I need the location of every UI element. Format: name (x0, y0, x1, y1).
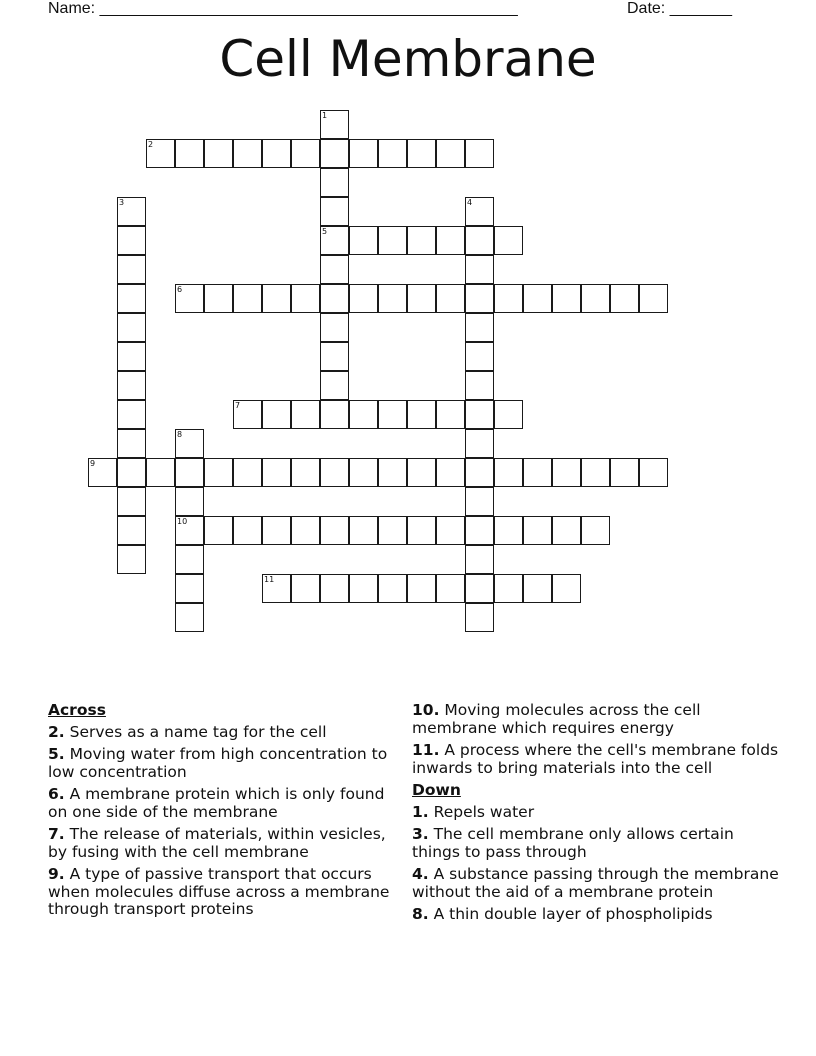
clue-number-label: 3 (119, 198, 125, 207)
crossword-cell[interactable] (262, 574, 291, 603)
crossword-cell[interactable] (117, 226, 146, 255)
name-field-line[interactable]: Name: _______________________________________________ (48, 0, 518, 17)
crossword-cell[interactable] (581, 516, 610, 545)
crossword-cell[interactable] (117, 284, 146, 313)
clue-text: The release of materials, within vesicles, by fusing with the cell membrane (48, 825, 386, 861)
crossword-cell[interactable] (465, 255, 494, 284)
crossword-cell[interactable] (552, 516, 581, 545)
crossword-cell[interactable] (494, 516, 523, 545)
clue-number: 9. (48, 865, 65, 883)
crossword-cell[interactable] (320, 197, 349, 226)
clue-number: 8. (412, 905, 429, 923)
clue-number-label: 1 (322, 111, 328, 120)
crossword-cell[interactable] (320, 168, 349, 197)
crossword-cell[interactable] (581, 284, 610, 313)
crossword-cell[interactable] (465, 458, 494, 487)
crossword-cell[interactable] (610, 284, 639, 313)
crossword-cell[interactable] (465, 284, 494, 313)
crossword-cell[interactable] (233, 516, 262, 545)
clues-left-column (48, 702, 400, 924)
crossword-cell[interactable] (320, 400, 349, 429)
crossword-cell[interactable] (407, 458, 436, 487)
crossword-cell[interactable] (175, 284, 204, 313)
clues-right-column (412, 702, 784, 929)
clue-text: The cell membrane only allows certain things to pass through (412, 825, 734, 861)
crossword-cell[interactable] (117, 429, 146, 458)
crossword-cell[interactable] (291, 574, 320, 603)
crossword-cell[interactable] (436, 139, 465, 168)
crossword-cell[interactable] (494, 226, 523, 255)
clue-text: Repels water (428, 802, 535, 821)
crossword-cell[interactable] (233, 284, 262, 313)
clue-number: 7. (48, 825, 65, 843)
crossword-cell[interactable] (349, 516, 378, 545)
crossword-cell[interactable] (465, 603, 494, 632)
crossword-cell[interactable] (291, 516, 320, 545)
crossword-cell[interactable] (407, 284, 436, 313)
crossword-cell[interactable] (117, 400, 146, 429)
clue-number-label: 9 (90, 459, 96, 468)
crossword-cell[interactable] (262, 284, 291, 313)
crossword-cell[interactable] (552, 458, 581, 487)
crossword-cell[interactable] (320, 284, 349, 313)
clue-across-6 (48, 786, 400, 821)
crossword-cell[interactable] (523, 284, 552, 313)
crossword-cell[interactable] (175, 516, 204, 545)
crossword-cell[interactable] (146, 139, 175, 168)
crossword-cell[interactable] (349, 458, 378, 487)
page-title: Cell Membrane (219, 30, 597, 88)
clue-down-1 (412, 804, 784, 822)
clue-across-5 (48, 746, 400, 781)
clue-across-7 (48, 826, 400, 861)
crossword-cell[interactable] (407, 226, 436, 255)
crossword-cell[interactable] (494, 284, 523, 313)
crossword-cell[interactable] (262, 458, 291, 487)
crossword-cell[interactable] (465, 197, 494, 226)
clue-number: 6. (48, 785, 65, 803)
crossword-cell[interactable] (378, 226, 407, 255)
crossword-cell[interactable] (204, 458, 233, 487)
clue-number-label: 6 (177, 285, 183, 294)
crossword-cell[interactable] (117, 342, 146, 371)
crossword-cell[interactable] (436, 284, 465, 313)
clue-down-4 (412, 866, 784, 901)
clue-text: A thin double layer of phospholipids (428, 905, 713, 923)
crossword-cell[interactable] (465, 516, 494, 545)
crossword-cell[interactable] (407, 516, 436, 545)
date-field-line[interactable]: Date: _______ (627, 0, 732, 17)
crossword-cell[interactable] (465, 574, 494, 603)
clue-number: 5. (48, 745, 65, 763)
crossword-cell[interactable] (262, 139, 291, 168)
crossword-cell[interactable] (378, 574, 407, 603)
crossword-cell[interactable] (436, 458, 465, 487)
clue-number: 2. (48, 722, 65, 741)
crossword-cell[interactable] (465, 371, 494, 400)
crossword-cell[interactable] (436, 574, 465, 603)
crossword-cell[interactable] (494, 574, 523, 603)
crossword-cell[interactable] (175, 429, 204, 458)
crossword-cell[interactable] (349, 139, 378, 168)
across-heading: Across (48, 701, 106, 719)
crossword-cell[interactable] (378, 284, 407, 313)
crossword-cell[interactable] (320, 313, 349, 342)
clue-text: A type of passive transport that occurs when molecules diffuse across a membrane through transport proteins (48, 865, 390, 918)
clue-down-3 (412, 826, 784, 861)
crossword-cell[interactable] (320, 574, 349, 603)
crossword-cell[interactable] (378, 400, 407, 429)
crossword-cell[interactable] (117, 371, 146, 400)
crossword-cell[interactable] (349, 574, 378, 603)
crossword-cell[interactable] (175, 458, 204, 487)
clue-down-8 (412, 906, 784, 924)
crossword-cell[interactable] (146, 458, 175, 487)
crossword-cell[interactable] (465, 139, 494, 168)
crossword-cell[interactable] (175, 487, 204, 516)
down-heading: Down (412, 781, 461, 799)
crossword-cell[interactable] (407, 139, 436, 168)
clue-number: 4. (412, 865, 429, 883)
crossword-cell[interactable] (233, 458, 262, 487)
crossword-cell[interactable] (291, 458, 320, 487)
crossword-cell[interactable] (465, 313, 494, 342)
clue-number: 3. (412, 825, 429, 843)
clue-number-label: 7 (235, 401, 241, 410)
crossword-cell[interactable] (204, 516, 233, 545)
crossword-cell[interactable] (175, 139, 204, 168)
crossword-cell[interactable] (117, 458, 146, 487)
crossword-cell[interactable] (320, 371, 349, 400)
clue-text: A membrane protein which is only found on one side of the membrane (48, 785, 385, 821)
crossword-cell[interactable] (233, 139, 262, 168)
crossword-cell[interactable] (117, 487, 146, 516)
crossword-cell[interactable] (639, 458, 668, 487)
crossword-cell[interactable] (117, 545, 146, 574)
clue-number-label: 2 (148, 140, 154, 149)
clue-across-2 (48, 724, 400, 742)
crossword-cell[interactable] (175, 545, 204, 574)
crossword-cell[interactable] (175, 574, 204, 603)
crossword-cell[interactable] (465, 342, 494, 371)
clue-text: Serves as a name tag for the cell (64, 722, 327, 741)
clue-number: 1. (412, 802, 429, 821)
crossword-cell[interactable] (378, 139, 407, 168)
crossword-cell[interactable] (291, 139, 320, 168)
crossword-cell[interactable] (88, 458, 117, 487)
crossword-cell[interactable] (494, 458, 523, 487)
crossword-cell[interactable] (291, 284, 320, 313)
crossword-cell[interactable] (349, 226, 378, 255)
crossword-cell[interactable] (204, 139, 233, 168)
crossword-cell[interactable] (349, 284, 378, 313)
crossword-cell[interactable] (117, 516, 146, 545)
crossword-cell[interactable] (465, 400, 494, 429)
crossword-cell[interactable] (436, 516, 465, 545)
crossword-cell[interactable] (175, 603, 204, 632)
crossword-cell[interactable] (378, 458, 407, 487)
crossword-cell[interactable] (465, 429, 494, 458)
crossword-cell[interactable] (320, 110, 349, 139)
crossword-cell[interactable] (320, 458, 349, 487)
crossword-cell[interactable] (465, 545, 494, 574)
crossword-cell[interactable] (262, 516, 291, 545)
clue-across-11 (412, 742, 784, 777)
clue-across-10 (412, 702, 784, 737)
crossword-cell[interactable] (262, 400, 291, 429)
clue-text: Moving water from high concentration to low concentration (48, 745, 388, 781)
clue-number: 11. (412, 741, 440, 759)
crossword-cell[interactable] (494, 400, 523, 429)
crossword-cell[interactable] (552, 284, 581, 313)
crossword-cell[interactable] (117, 197, 146, 226)
clue-across-9 (48, 866, 400, 919)
clue-text: A process where the cell's membrane folds inwards to bring materials into the cell (412, 741, 779, 777)
crossword-cell[interactable] (320, 342, 349, 371)
crossword-cell[interactable] (349, 400, 378, 429)
crossword-cell[interactable] (639, 284, 668, 313)
crossword-cell[interactable] (523, 574, 552, 603)
crossword-cell[interactable] (436, 226, 465, 255)
crossword-cell[interactable] (465, 226, 494, 255)
crossword-cell[interactable] (320, 516, 349, 545)
clue-number-label: 4 (467, 198, 473, 207)
crossword-cell[interactable] (523, 516, 552, 545)
crossword-cell[interactable] (378, 516, 407, 545)
crossword-cell[interactable] (465, 487, 494, 516)
crossword-cell[interactable] (581, 458, 610, 487)
crossword-cell[interactable] (204, 284, 233, 313)
clue-number-label: 11 (264, 575, 275, 584)
crossword-cell[interactable] (291, 400, 320, 429)
crossword-cell[interactable] (320, 139, 349, 168)
crossword-cell[interactable] (552, 574, 581, 603)
crossword-cell[interactable] (320, 226, 349, 255)
crossword-cell[interactable] (407, 574, 436, 603)
clue-number-label: 8 (177, 430, 183, 439)
clue-number: 10. (412, 701, 440, 719)
crossword-cell[interactable] (117, 255, 146, 284)
crossword-cell[interactable] (407, 400, 436, 429)
crossword-cell[interactable] (320, 255, 349, 284)
crossword-cell[interactable] (610, 458, 639, 487)
crossword-cell[interactable] (233, 400, 262, 429)
crossword-cell[interactable] (117, 313, 146, 342)
clue-number-label: 10 (177, 517, 188, 526)
clue-text: A substance passing through the membrane without the aid of a membrane protein (412, 865, 779, 901)
clue-number-label: 5 (322, 227, 328, 236)
crossword-cell[interactable] (436, 400, 465, 429)
clue-text: Moving molecules across the cell membrane which requires energy (412, 701, 701, 737)
crossword-cell[interactable] (523, 458, 552, 487)
